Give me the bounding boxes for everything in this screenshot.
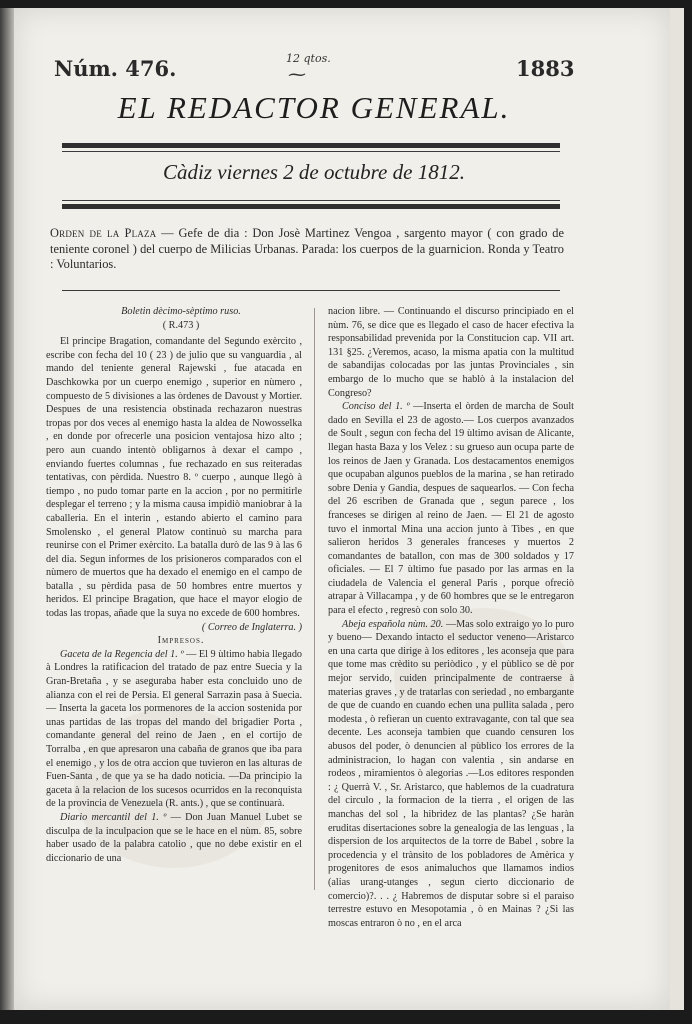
impresos-heading: Impresos. [157, 635, 205, 647]
date-rule-thin [62, 200, 560, 201]
continuation-paragraph: nacion libre. — Continuando el discurso principiado en el nùm. 76, se dice que es llegado el caso de hacer efectiva la responsabilidad prevenida por la Constitucion cap. VII art. 131 §25. ¿Veremos, acaso, la misma apatia con la multitud de sabandijas colocadas por las juntas Provinciales , sin embargo de lo mucho que se hablò à la instalacion del Congreso? [328, 306, 574, 399]
left-column [46, 305, 302, 865]
price-note: 12 qtos. [286, 52, 331, 65]
issue-number: Núm. 476. [54, 56, 177, 81]
abeja-paragraph [328, 618, 574, 931]
gaceta-text: — El 9 ùltimo habia llegado à Londres la ratificacion del tratado de paz entre Suecia y la Gran-Bretaña , y se aseguraba haber esta concluido uno de alianza con el rei de Persia. El general Sarrazin pasa à Suecia.— Inserta la gaceta los pormenores de la accion sostenida por unas partidas de las tropas del mando del brigadier Porta , comandante general del reino de Jaen , en el cortijo de Torralba , en que apresaron una cabaña de granos que iba para el enemigo , y los de otra accion que tuvieron en las alturas de Fuen-Santa , de que ya se ha dado noticia. —Da principio la gaceta à la relacion de los sucesos ocurridos en la reconquista de la provincia de Venezuela (R. ants.) , que se continuarà. [46, 648, 303, 810]
conciso-title: Conciso del 1. º [342, 401, 410, 413]
gaceta-paragraph [46, 648, 302, 811]
newspaper-title: EL REDACTOR GENERAL. [117, 90, 511, 125]
order-text: — Gefe de dia : Don Josè Martinez Vengoa , sargento mayor ( con grado de teniente coronel ) del cuerpo de Milicias Urbanas. Parada: los cuerpos de la guarnicion. Ronda y Teatro : Voluntarios. [50, 226, 564, 271]
bulletin-body: El principe Bragation, comandante del Segundo exèrcito , escribe con fecha del 10 ( 23 ) de julio que su vanguardia , al mando del teniente general Rajewski , fue atacada en Daschkowka por un cuerpo enemigo , superior en nùmero , compuesto de 5 divisiones a las òrdenes de Davoust y Mortier. Despues de una resistencia obstinada rechazaron nuestras tropas por dos veces al enemigo hasta la aldea de Nowosselka , en donde por ofrecerle una posicion ventajosa hizo alto ; pero aun cuando intentò obligarnos à dexar el campo , enviando fuertes columnas , fue rechazado en sus reiteradas tentativas, con pèrdida. Nuestro 8. º cuerpo , aunque llegò à tiempo , no pudo tomar parte en la accion , por no permitirle desplegar el terreno ; y la misma causa impidiò maniobrar à la caballeria. En el interin , estando abierto el camino para Smolensko , el general Platow continuò su marcha para reunirse con el Primer exèrcito. La batalla durò de las 9 à las 6 del dia. Segun informes de los prisioneros comparados con el nùmero de muertos que ha dexado el enemigo en el campo de batalla , su pèrdida pasa de 50 hombres entre muertos y heridos. El principe Bragation, que hace el mayor elogio de todas las tropas, añade que la suya no excede de 600 hombres. [46, 336, 302, 620]
gaceta-title: Gaceta de la Regencia del 1. º [60, 648, 184, 660]
bulletin-subheading: ( R.473 ) [162, 319, 200, 331]
bulletin-heading: Boletin dècimo-sèptimo ruso. [121, 306, 241, 317]
conciso-text: —Inserta el òrden de marcha de Soult dado en Sevilla el 23 de agosto.— Los cuerpos avanzados de Soult , segun con fecha del 19 ùltimo avisan de Alicante, llegan hasta Baza y los Velez : su grueso aun ocupa parte de los reinos de Jaen y Granada. Los destacamentos enemigos que ocupaban algunos pueblos de la marina , se han retirado sobre Denia y Gandia, despues de saquearlos. — Con fecha del 26 escriben de Granada que , segun parece , los franceses se dirigen al reino de Jaen. — El 21 de agosto tuvo el inmortal Mina una accion junto à Tibes , en que salieron heridos 3 generales franceses y muertos 2 comandantes de batallon, con mas de 300 soldados y 17 oficiales. — El 7 ùltimo fue pasado por las armas en la ciudadela de Valencia el general Paris , porque ofreciò atrapar à Villacampa , y de 60 hombres que se le entregaron para el efecto , regresò con solo 30. [328, 401, 575, 617]
page-binding-shadow [0, 8, 14, 1010]
title-rule-thin [62, 151, 560, 152]
conciso-paragraph [328, 400, 574, 618]
abeja-title: Abeja española nùm. 20. [342, 618, 444, 630]
orden-de-la-plaza [50, 226, 564, 273]
diario-title: Diario mercantil del 1. º [60, 811, 167, 823]
abeja-text: —Mas solo extraigo yo lo puro y bueno— Dexando intacto el seductor veneno—Aristarco en una carta que dirige à los editores , les aconseja que para que tome mas crèdito su periòdico , y el pùblico se dè por mejor servido, cuiden principalmente de contraerse à materias graves , y de tratarlas con seriedad , no embargante de que de cuando en cuando echen una pullita salada , pero modesta , ò refieran un cuento extravagante, con tal que sea decente. Les aconseja tambien que cuando censuren los abusos del poder, ò denuncien al pùblico los errores de la administracion, lo hagan con valentia , sin andarse en rodeos , miramientos ò alegorias .—Los editores responden : ¿ Querrà V. , Sr. Aristarco, que hablemos de la cuadratura del circulo , la formacion de la tierra , el origen de las manchas del sol , la hibridez de las plantas? ¿Se haràn eruditas disertaciones sobre la genealogia de las lenguas , la dispersion de los arquitectos de la torre de Babel , sobre la procedencia y el trànsito de los pobladores de Amèrica y progenitores de esos animaluchos que llamamos indios (alias urang-utanges , segun cierto diccionario de comercio)?. . . ¿ Habremos de disputar sobre si el paraiso terrestre estuvo en Mesopotamia , ò en Mainas ? ¿Si las moscas entraron ò no , en el arca [328, 618, 575, 929]
title-rule-thick [62, 143, 560, 148]
issue-year: 1883 [516, 56, 575, 81]
right-column [328, 305, 574, 930]
diario-text: — Don Juan Manuel Lubet se disculpa de la inculpacion que se le hace en el nùm. 85, sobre haber usado de la palabra catolio , que no debe existir en el diccionario de una [46, 811, 302, 864]
column-divider [314, 308, 315, 890]
date-rule-thick [62, 204, 560, 209]
bulletin-source: ( Correo de Inglaterra. ) [201, 621, 302, 633]
page-stack-edge [670, 8, 684, 1010]
newspaper-page [14, 8, 670, 1010]
order-lead: Orden de la Plaza [50, 226, 157, 240]
diario-paragraph [46, 811, 302, 865]
dateline: Càdiz viernes 2 de octubre de 1812. [163, 160, 465, 184]
ornament-swash: ⁓ [288, 64, 306, 85]
section-rule [62, 290, 560, 291]
